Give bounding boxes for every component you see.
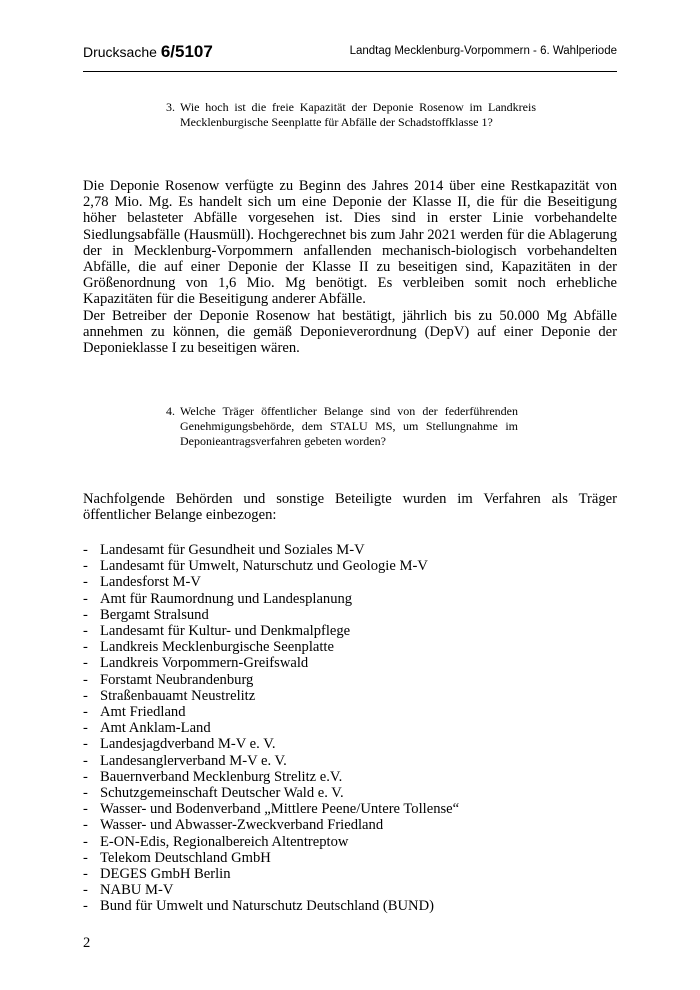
list-item-text: Bergamt Stralsund [100,606,209,623]
list-item-text: Bauernverband Mecklenburg Strelitz e.V. [100,768,343,785]
answer-3 [83,178,617,356]
list-item [83,753,617,769]
list-bullet: - [83,655,88,672]
list-item-text: Landesamt für Kultur- und Denkmalpflege [100,623,351,640]
list-item [83,655,617,671]
list-item [83,542,617,558]
header-divider [83,71,617,72]
list-item [83,704,617,720]
list-item [83,850,617,866]
agency-list [83,542,617,915]
list-item [83,574,617,590]
question-text: Wie hoch ist die freie Kapazität der Deponie Rosenow im Landkreis Mecklenburgische Seenplatte für Abfälle der Schadstoffklasse 1? [180,100,536,129]
list-bullet: - [83,558,88,575]
list-bullet: - [83,606,88,623]
list-item [83,898,617,914]
list-item [83,801,617,817]
list-bullet: - [83,687,88,704]
header-parliament: Landtag Mecklenburg-Vorpommern - 6. Wahlperiode [349,45,617,57]
list-item [83,623,617,639]
list-item-text: Landesforst M-V [100,574,201,591]
list-item [83,866,617,882]
list-bullet: - [83,898,88,915]
list-bullet: - [83,833,88,850]
list-item-text: E-ON-Edis, Regionalbereich Altentreptow [100,833,349,850]
list-item-text: NABU M-V [100,882,174,899]
list-item [83,769,617,785]
list-bullet: - [83,590,88,607]
list-item [83,785,617,801]
header-label: Drucksache [83,44,157,60]
answer-paragraph: Der Betreiber der Deponie Rosenow hat bestätigt, jährlich bis zu 50.000 Mg Abfälle annehmen zu können, die gemäß Deponieverordnung (DepV) auf einer Deponie der Deponieklasse I zu beseitigen wären. [83,307,617,357]
list-item-text: Wasser- und Abwasser-Zweckverband Friedland [100,817,384,834]
list-item-text: Straßenbauamt Neustrelitz [100,687,256,704]
header-drucksache [83,42,213,62]
list-item-text: Landesjagdverband M-V e. V. [100,736,276,753]
list-bullet: - [83,801,88,818]
list-bullet: - [83,768,88,785]
list-item-text: Amt Anklam-Land [100,720,211,737]
list-bullet: - [83,639,88,656]
list-bullet: - [83,720,88,737]
list-bullet: - [83,623,88,640]
list-item-text: Forstamt Neubrandenburg [100,671,254,688]
header-document-number: 6/5107 [160,42,213,61]
answer-paragraph: Die Deponie Rosenow verfügte zu Beginn des Jahres 2014 über eine Restkapazität von 2,78 Mio. Mg. Es handelt sich um eine Deponie der Klasse II, die für die Beseitigung höher belasteter Abfälle vorgesehen ist. Dies sind in erster Linie vorbehandelte Siedlungsabfälle (Hausmüll). Hochgerechnet bis zum Jahr 2021 werden für die Ablagerung der in Mecklenburg-Vorpommern anfallenden mechanisch-biologisch vorbehandelten Abfälle, die auf einer Deponie der Klasse II zu beseitigen sind, Kapazitäten in der Größenordnung von 1,6 Mio. Mg benötigt. Es verbleiben somit noch erhebliche Kapazitäten für die Beseitigung anderer Abfälle. [83,178,617,308]
page-number: 2 [83,935,91,951]
answer-4-intro: Nachfolgende Behörden und sonstige Beteiligte wurden im Verfahren als Träger öffentlicher Belange einbezogen: [83,491,617,524]
list-bullet: - [83,849,88,866]
list-item-text: Landkreis Vorpommern-Greifswald [100,655,309,672]
question-text: Welche Träger öffentlicher Belange sind von der federführenden Genehmigungsbehörde, dem STALU MS, um Stellungnahme im Deponieantragsverfahren gebeten worden? [180,404,518,448]
list-bullet: - [83,817,88,834]
list-item [83,672,617,688]
list-bullet: - [83,704,88,721]
list-item [83,639,617,655]
list-item [83,720,617,736]
list-bullet: - [83,736,88,753]
list-item-text: Amt Friedland [100,704,186,721]
question-number: 4. [166,404,175,418]
list-item-text: Bund für Umwelt und Naturschutz Deutschland (BUND) [100,898,434,915]
list-item-text: Amt für Raumordnung und Landesplanung [100,590,353,607]
list-bullet: - [83,882,88,899]
list-item [83,882,617,898]
list-item-text: Landesanglerverband M-V e. V. [100,752,287,769]
list-item [83,817,617,833]
list-item-text: DEGES GmbH Berlin [100,866,231,883]
list-item-text: Schutzgemeinschaft Deutscher Wald e. V. [100,785,344,802]
question-number: 3. [166,100,175,114]
list-bullet: - [83,752,88,769]
list-bullet: - [83,866,88,883]
list-bullet: - [83,671,88,688]
list-item-text: Wasser- und Bodenverband „Mittlere Peene/Untere Tollense“ [100,801,460,818]
list-item-text: Landesamt für Umwelt, Naturschutz und Geologie M-V [100,558,428,575]
list-item [83,834,617,850]
list-item [83,688,617,704]
list-bullet: - [83,542,88,558]
list-bullet: - [83,574,88,591]
list-item [83,736,617,752]
list-item-text: Telekom Deutschland GmbH [100,849,271,866]
list-item [83,558,617,574]
list-item [83,591,617,607]
list-bullet: - [83,785,88,802]
list-item-text: Landkreis Mecklenburgische Seenplatte [100,639,334,656]
list-item-text: Landesamt für Gesundheit und Soziales M-V [100,542,365,558]
list-item [83,607,617,623]
